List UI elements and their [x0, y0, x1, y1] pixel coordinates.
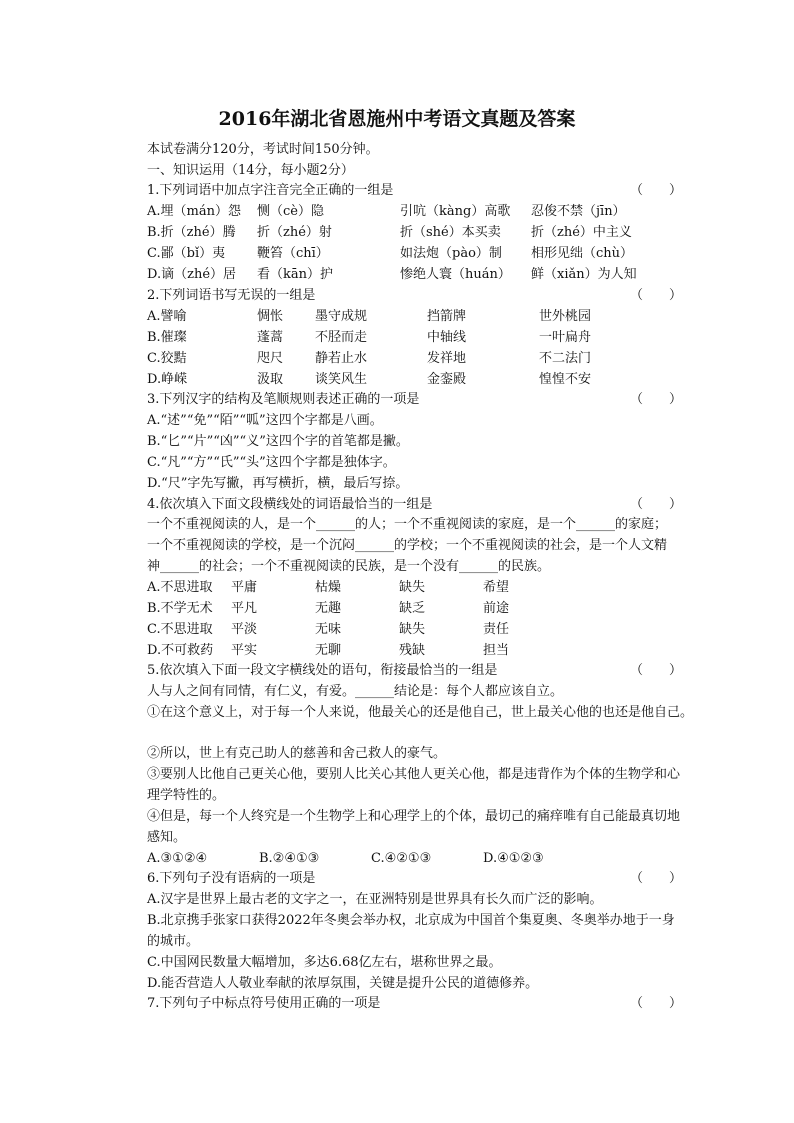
q6-option-line: B.北京携手张家口获得2022年冬奥会举办权，北京成为中国首个集夏奥、冬奥举办地于一身 [147, 913, 675, 928]
q2-word: 中轴线 [427, 330, 467, 345]
question-2-stem: 2.下列词语书写无误的一组是 [147, 288, 316, 303]
q5-option: A.③①②④ [147, 851, 208, 866]
q1-item: 看（kān）护 [257, 267, 334, 282]
q4-option-row [147, 578, 707, 598]
q5-option: B.②④①③ [259, 851, 320, 866]
q2-option-row [147, 349, 707, 369]
q5-item: 感知。 [147, 830, 187, 845]
q4-word: D.不可救药 [147, 643, 214, 658]
q1-option-row [147, 202, 707, 222]
q2-word: 静若止水 [315, 351, 368, 366]
question-7-stem: 7.下列句子中标点符号使用正确的一项是 [147, 996, 381, 1011]
q6-option-line: A.汉字是世界上最古老的文字之一，在亚洲特别是世界具有长久而广泛的影响。 [147, 892, 603, 907]
q1-item: 折（zhé）射 [257, 225, 332, 240]
q5-item: ④但是，每一个人终究是一个生物学上和心理学上的个体，最切己的痛痒唯有自己能最真切地 [147, 809, 681, 824]
q5-item: 理学特性的。 [147, 788, 226, 803]
answer-bracket-3: （ ） [630, 392, 683, 407]
q4-word: 无趣 [315, 601, 342, 616]
q2-word: 咫尺 [257, 351, 284, 366]
q5-option-row [147, 849, 707, 869]
q4-passage-line: 一个不重视阅读的学校，是一个沉闷______的学校；一个不重视阅读的社会，是一个人文精 [147, 538, 668, 553]
q1-option-row [147, 244, 707, 264]
q2-word: C.狡黠 [147, 351, 187, 366]
q2-word: 汲取 [257, 372, 284, 387]
q1-item: 引吭（kàng）高歌 [400, 204, 511, 219]
q4-option-row [147, 599, 707, 619]
q4-word: 前途 [483, 601, 510, 616]
q2-word: 世外桃园 [539, 309, 592, 324]
q4-word: 无聊 [315, 643, 342, 658]
q2-option-row [147, 328, 707, 348]
exam-intro: 本试卷满分120分，考试时间150分钟。 [147, 142, 379, 157]
q4-word: C.不思进取 [147, 622, 213, 637]
q4-word: 缺失 [399, 580, 426, 595]
q5-option: D.④①②③ [483, 851, 544, 866]
q6-option-line: D.能否营造人人敬业奉献的浓厚氛围，关键是提升公民的道德修养。 [147, 976, 539, 991]
q1-option-row [147, 223, 707, 243]
q4-word: 平实 [231, 643, 258, 658]
q1-item: 折（zhé）中主义 [531, 225, 632, 240]
q5-option: C.④②①③ [371, 851, 432, 866]
q2-word: 惶惶不安 [539, 372, 592, 387]
q4-word: 枯燥 [315, 580, 342, 595]
answer-bracket-1: （ ） [630, 183, 683, 198]
q5-item: ②所以，世上有克己助人的慈善和舍己救人的豪气。 [147, 746, 447, 761]
q2-word: 发祥地 [427, 351, 467, 366]
q3-option: C.“凡”“方”“氏”“头”这四个字都是独体字。 [147, 455, 396, 470]
q2-option-row [147, 370, 707, 390]
q6-option-line: C.中国网民数量大幅增加，多达6.68亿左右，堪称世界之最。 [147, 955, 502, 970]
q3-option: A.“述”“免”“陌”“呱”这四个字都是八画。 [147, 413, 383, 428]
q1-item: C.鄙（bǐ）夷 [147, 246, 226, 261]
q4-word: 无味 [315, 622, 342, 637]
question-3-stem: 3.下列汉字的结构及笔顺规则表述正确的一项是 [147, 392, 420, 407]
q1-item: 鲜（xiǎn）为人知 [531, 267, 637, 282]
q2-word: B.催璨 [147, 330, 187, 345]
answer-bracket-6: （ ） [630, 871, 683, 886]
q4-passage-line: 一个不重视阅读的人，是一个______的人；一个不重视阅读的家庭，是一个______的家庭； [147, 517, 668, 532]
q5-lead: 人与人之间有同情，有仁义，有爱。______结论是：每个人都应该自立。 [147, 684, 564, 699]
q4-word: 缺失 [399, 622, 426, 637]
q2-word: 墨守成规 [315, 309, 368, 324]
q2-option-row [147, 307, 707, 327]
q2-word: 惆怅 [257, 309, 284, 324]
q2-word: 不二法门 [539, 351, 592, 366]
answer-bracket-4: （ ） [630, 497, 683, 512]
q1-item: 如法炮（pào）制 [400, 246, 502, 261]
q2-word: 金銮殿 [427, 372, 467, 387]
q2-word: A.譬喻 [147, 309, 187, 324]
q3-option: D.“尺”字先写撇，再写横折，横，最后写捺。 [147, 476, 409, 491]
q4-word: 平淡 [231, 622, 258, 637]
q4-word: 希望 [483, 580, 510, 595]
question-4-stem: 4.依次填入下面文段横线处的词语最恰当的一组是 [147, 497, 433, 512]
question-1-stem: 1.下列词语中加点字注音完全正确的一组是 [147, 183, 394, 198]
q2-word: 不胫而走 [315, 330, 368, 345]
q4-word: 平庸 [231, 580, 258, 595]
q4-word: 残缺 [399, 643, 426, 658]
q4-word: B.不学无术 [147, 601, 213, 616]
q4-word: 平凡 [231, 601, 258, 616]
q2-word: 蓬蒿 [257, 330, 284, 345]
q1-item: 忍俊不禁（jīn） [531, 204, 626, 219]
q4-word: A.不思进取 [147, 580, 213, 595]
q2-word: D.峥嵘 [147, 372, 188, 387]
q3-option: B.“匕”“片”“凶”“义”这四个字的首笔都是撇。 [147, 434, 409, 449]
answer-bracket-7: （ ） [630, 996, 683, 1011]
q1-item: 恻（cè）隐 [257, 204, 324, 219]
q1-item: 折（shé）本买卖 [400, 225, 501, 240]
q6-option-line: 的城市。 [147, 934, 200, 949]
q4-word: 担当 [483, 643, 510, 658]
answer-bracket-2: （ ） [630, 288, 683, 303]
answer-bracket-5: （ ） [630, 663, 683, 678]
q1-item: D.谪（zhé）居 [147, 267, 237, 282]
question-6-stem: 6.下列句子没有语病的一项是 [147, 871, 316, 886]
q1-option-row [147, 265, 707, 285]
q5-item: ①在这个意义上，对于每一个人来说，他最关心的还是他自己，世上最关心他的也还是他自己。 [147, 705, 694, 720]
q1-item: 相形见绌（chù） [531, 246, 634, 261]
q1-item: B.折（zhé）腾 [147, 225, 236, 240]
q1-item: 鞭笞（chī） [257, 246, 329, 261]
q2-word: 一叶扁舟 [539, 330, 592, 345]
page-title: 2016年湖北省恩施州中考语文真题及答案 [218, 108, 576, 130]
q5-item: ③要别人比他自己更关心他，要别人比关心其他人更关心他，都是违背作为个体的生物学和心 [147, 767, 681, 782]
q4-word: 缺乏 [399, 601, 426, 616]
q2-word: 谈笑风生 [315, 372, 368, 387]
q1-item: 惨绝人寰（huán） [400, 267, 511, 282]
q4-option-row [147, 641, 707, 661]
q4-option-row [147, 620, 707, 640]
q2-word: 挡箭牌 [427, 309, 467, 324]
question-5-stem: 5.依次填入下面一段文字横线处的语句，衔接最恰当的一组是 [147, 663, 498, 678]
q1-item: A.埋（mán）怨 [147, 204, 241, 219]
q4-passage-line: 神______的社会；一个不重视阅读的民族，是一个没有______的民族。 [147, 559, 551, 574]
section-heading: 一、知识运用（14分，每小题2分） [147, 163, 354, 178]
q4-word: 责任 [483, 622, 510, 637]
